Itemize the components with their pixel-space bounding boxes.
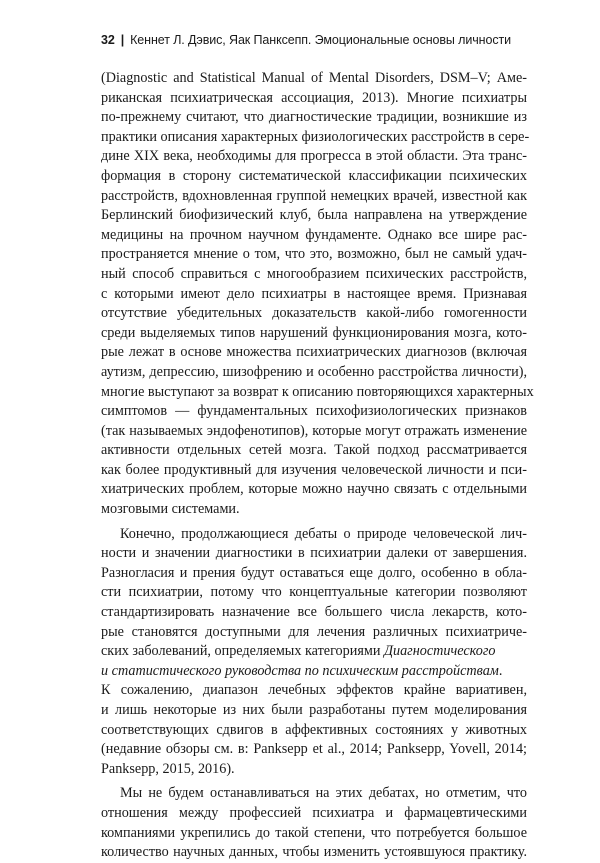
text-line: аутизм, депрессию, шизофрению и особенно расстройства личности), — [101, 363, 527, 380]
text-line: риканская психиатрическая ассоциация, 2013). Многие психиатры — [101, 89, 527, 106]
text-line: среди выделяемых типов нарушений функционирования мозга, кото- — [101, 324, 527, 341]
text-line: мозговыми системами. — [101, 501, 240, 518]
italic-title-run: и статистического руководства по психическим расстройствам — [101, 662, 499, 679]
text-line: как более продуктивный для изучения человеческой личности и пси- — [101, 461, 527, 478]
text-line: практики описания характерных физиологических расстройств в сере- — [101, 128, 530, 145]
running-title: Кеннет Л. Дэвис, Яак Панксепп. Эмоциональные основы личности — [130, 33, 511, 47]
text-line: ности и значении диагностики в психиатрии далеки от завершения. — [101, 545, 527, 562]
text-line: и лишь некоторые из них были разработаны путем моделирования — [101, 702, 527, 718]
text-line: соответствующих сдвигов в аффективных состояниях у животных — [101, 721, 527, 738]
text-line: (так называемых эндофенотипов), которые могут отражать изменение — [101, 422, 527, 439]
text-line: с которыми имеют дело психиатры в настоящее время. Признавая — [101, 285, 527, 302]
header-separator: | — [120, 33, 125, 47]
text-line: количество научных данных, чтобы изменить устоявшуюся практику. — [101, 844, 527, 861]
text-line: ный способ справиться с многообразием психических расстройств, — [101, 265, 527, 282]
paragraph-1 — [101, 69, 534, 520]
text-line: Берлинский биофизический клуб, была направлена на утверждение — [101, 207, 527, 224]
text-line: многие выступают за возврат к описанию повторяющихся характерных — [101, 383, 534, 400]
text-run: . — [498, 662, 503, 679]
text-line: медицины на прочном научном фундаменте. Однако все шире рас- — [101, 226, 527, 243]
text-line: по-прежнему считают, что диагностические традиции, возникшие из — [101, 109, 527, 126]
page-number: 32 — [101, 33, 115, 47]
text-line: стандартизировать назначение все большего числа лекарств, кото- — [101, 604, 527, 621]
text-line: формация в сторону систематической классификации психических — [101, 167, 527, 184]
text-line: компаниями укрепились до такой степени, что потребуется большое — [101, 824, 527, 841]
text-line: рые лежат в основе множества психиатрических диагнозов (включая — [101, 344, 527, 361]
running-header — [101, 30, 521, 50]
italic-title-run: Диагностического — [383, 643, 496, 660]
text-line: рые становятся доступными для лечения различных психиатриче- — [101, 623, 527, 640]
text-line: активности отдельных сетей мозга. Такой подход рассматривается — [101, 442, 527, 459]
text-line: Мы не будем останавливаться на этих дебатах, но отметим, что — [120, 785, 527, 802]
text-line: пространяется мнение о том, что это, возможно, был не самый удач- — [101, 246, 527, 263]
paragraph-3 — [101, 784, 527, 862]
text-line: Разногласия и прения будут оставаться еще долго, особенно в обла- — [101, 564, 527, 581]
paragraph-2 — [101, 525, 527, 780]
text-line: расстройств, вдохновленная группой немецких врачей, известной как — [101, 187, 527, 204]
text-line: сти психиатрии, потому что концептуальные категории позволяют — [101, 584, 527, 601]
text-line: дине XIX века, необходимы для прогресса в этой области. Эта транс- — [101, 148, 527, 165]
text-line: хиатрических проблем, которые можно научно связать с отдельными — [101, 481, 527, 498]
text-line: Panksepp, 2015, 2016). — [101, 760, 235, 777]
text-line: К сожалению, диапазон лечебных эффектов крайне вариативен, — [101, 682, 527, 699]
text-line: отсутствие убедительных доказательств какой-либо гомогенности — [101, 305, 527, 322]
text-line — [101, 642, 527, 662]
page-body — [101, 69, 534, 863]
text-line: (Diagnostic and Statistical Manual of Mental Disorders, DSM–V; Аме- — [101, 70, 527, 86]
text-line: (недавние обзоры см. в: Panksepp et al., 2014; Panksepp, Yovell, 2014; — [101, 741, 527, 758]
text-line: симптомов — фундаментальных психофизиологических признаков — [101, 403, 527, 420]
text-run: ских заболеваний, определяемых категориями — [101, 643, 381, 660]
text-line: Конечно, продолжающиеся дебаты о природе человеческой лич- — [120, 525, 527, 542]
text-line — [101, 662, 527, 682]
text-line: отношения между профессией психиатра и фармацевтическими — [101, 804, 527, 821]
